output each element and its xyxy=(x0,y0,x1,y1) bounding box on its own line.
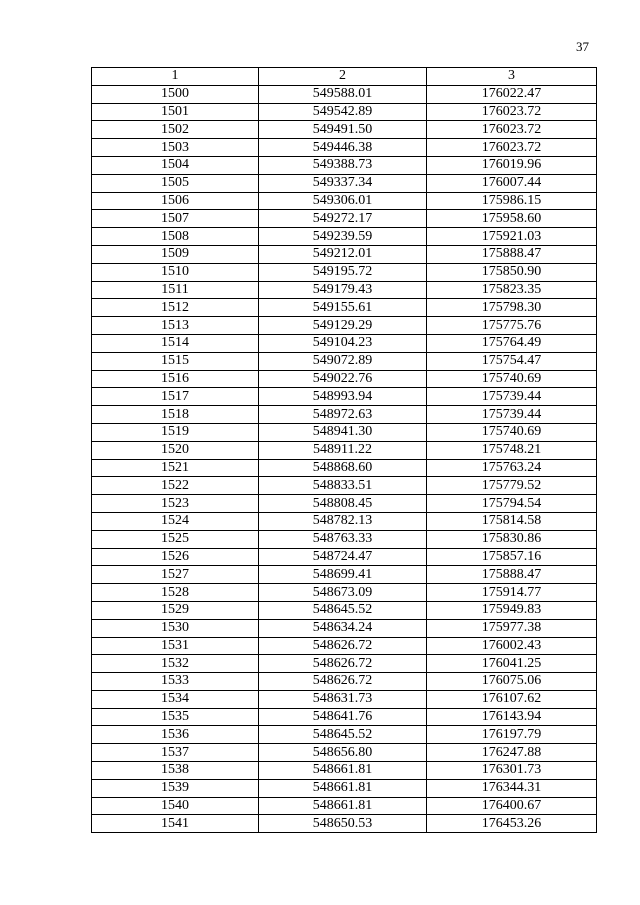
y-coordinate-cell: 175798.30 xyxy=(427,299,597,317)
point-number-cell: 1526 xyxy=(92,548,259,566)
point-number-cell: 1519 xyxy=(92,423,259,441)
x-coordinate-cell: 549272.17 xyxy=(259,210,427,228)
point-number-cell: 1515 xyxy=(92,352,259,370)
table-row xyxy=(92,423,597,441)
point-number-cell: 1502 xyxy=(92,121,259,139)
x-coordinate-cell: 549104.23 xyxy=(259,334,427,352)
y-coordinate-cell: 175949.83 xyxy=(427,601,597,619)
point-number-cell: 1527 xyxy=(92,566,259,584)
x-coordinate-cell: 548641.76 xyxy=(259,708,427,726)
y-coordinate-cell: 176075.06 xyxy=(427,673,597,691)
table-row xyxy=(92,744,597,762)
point-number-cell: 1514 xyxy=(92,334,259,352)
column-header: 1 xyxy=(92,68,259,86)
y-coordinate-cell: 176023.72 xyxy=(427,103,597,121)
point-number-cell: 1521 xyxy=(92,459,259,477)
y-coordinate-cell: 176019.96 xyxy=(427,156,597,174)
table-row xyxy=(92,673,597,691)
x-coordinate-cell: 549588.01 xyxy=(259,85,427,103)
table-row xyxy=(92,156,597,174)
y-coordinate-cell: 175888.47 xyxy=(427,245,597,263)
point-number-cell: 1534 xyxy=(92,690,259,708)
y-coordinate-cell: 176107.62 xyxy=(427,690,597,708)
y-coordinate-cell: 175814.58 xyxy=(427,512,597,530)
x-coordinate-cell: 549542.89 xyxy=(259,103,427,121)
y-coordinate-cell: 176041.25 xyxy=(427,655,597,673)
table-row xyxy=(92,370,597,388)
point-number-cell: 1540 xyxy=(92,797,259,815)
point-number-cell: 1536 xyxy=(92,726,259,744)
x-coordinate-cell: 549212.01 xyxy=(259,245,427,263)
y-coordinate-cell: 175775.76 xyxy=(427,317,597,335)
point-number-cell: 1539 xyxy=(92,779,259,797)
table-row xyxy=(92,441,597,459)
point-number-cell: 1518 xyxy=(92,406,259,424)
y-coordinate-cell: 175754.47 xyxy=(427,352,597,370)
y-coordinate-cell: 176143.94 xyxy=(427,708,597,726)
point-number-cell: 1529 xyxy=(92,601,259,619)
table-row xyxy=(92,548,597,566)
x-coordinate-cell: 548808.45 xyxy=(259,495,427,513)
y-coordinate-cell: 176023.72 xyxy=(427,121,597,139)
x-coordinate-cell: 548645.52 xyxy=(259,601,427,619)
y-coordinate-cell: 175764.49 xyxy=(427,334,597,352)
table-row xyxy=(92,477,597,495)
x-coordinate-cell: 549239.59 xyxy=(259,228,427,246)
x-coordinate-cell: 549195.72 xyxy=(259,263,427,281)
x-coordinate-cell: 548911.22 xyxy=(259,441,427,459)
table-row xyxy=(92,228,597,246)
x-coordinate-cell: 548656.80 xyxy=(259,744,427,762)
y-coordinate-cell: 175986.15 xyxy=(427,192,597,210)
x-coordinate-cell: 548626.72 xyxy=(259,673,427,691)
point-number-cell: 1525 xyxy=(92,530,259,548)
y-coordinate-cell: 176023.72 xyxy=(427,139,597,157)
point-number-cell: 1513 xyxy=(92,317,259,335)
x-coordinate-cell: 548763.33 xyxy=(259,530,427,548)
x-coordinate-cell: 549388.73 xyxy=(259,156,427,174)
table-row xyxy=(92,281,597,299)
table-row xyxy=(92,317,597,335)
table-row xyxy=(92,762,597,780)
y-coordinate-cell: 176400.67 xyxy=(427,797,597,815)
y-coordinate-cell: 175740.69 xyxy=(427,423,597,441)
point-number-cell: 1517 xyxy=(92,388,259,406)
x-coordinate-cell: 548661.81 xyxy=(259,797,427,815)
table-row xyxy=(92,192,597,210)
point-number-cell: 1507 xyxy=(92,210,259,228)
y-coordinate-cell: 176301.73 xyxy=(427,762,597,780)
y-coordinate-cell: 175857.16 xyxy=(427,548,597,566)
point-number-cell: 1510 xyxy=(92,263,259,281)
point-number-cell: 1532 xyxy=(92,655,259,673)
y-coordinate-cell: 176197.79 xyxy=(427,726,597,744)
point-number-cell: 1541 xyxy=(92,815,259,833)
table-row xyxy=(92,406,597,424)
page-number: 37 xyxy=(576,39,589,54)
point-number-cell: 1535 xyxy=(92,708,259,726)
y-coordinate-cell: 175921.03 xyxy=(427,228,597,246)
y-coordinate-cell: 176022.47 xyxy=(427,85,597,103)
y-coordinate-cell: 175779.52 xyxy=(427,477,597,495)
table-row xyxy=(92,495,597,513)
table-row xyxy=(92,655,597,673)
x-coordinate-cell: 549337.34 xyxy=(259,174,427,192)
x-coordinate-cell: 548941.30 xyxy=(259,423,427,441)
table-row xyxy=(92,174,597,192)
y-coordinate-cell: 175763.24 xyxy=(427,459,597,477)
y-coordinate-cell: 175739.44 xyxy=(427,406,597,424)
x-coordinate-cell: 548626.72 xyxy=(259,637,427,655)
x-coordinate-cell: 548626.72 xyxy=(259,655,427,673)
column-header: 3 xyxy=(427,68,597,86)
table-row xyxy=(92,601,597,619)
x-coordinate-cell: 548661.81 xyxy=(259,762,427,780)
point-number-cell: 1523 xyxy=(92,495,259,513)
y-coordinate-cell: 175794.54 xyxy=(427,495,597,513)
x-coordinate-cell: 548868.60 xyxy=(259,459,427,477)
table-row xyxy=(92,512,597,530)
x-coordinate-cell: 548673.09 xyxy=(259,584,427,602)
y-coordinate-cell: 175977.38 xyxy=(427,619,597,637)
table-row xyxy=(92,815,597,833)
y-coordinate-cell: 175914.77 xyxy=(427,584,597,602)
point-number-cell: 1506 xyxy=(92,192,259,210)
table-row xyxy=(92,637,597,655)
point-number-cell: 1516 xyxy=(92,370,259,388)
y-coordinate-cell: 175823.35 xyxy=(427,281,597,299)
table-row xyxy=(92,619,597,637)
table-row xyxy=(92,459,597,477)
point-number-cell: 1505 xyxy=(92,174,259,192)
point-number-cell: 1500 xyxy=(92,85,259,103)
x-coordinate-cell: 549446.38 xyxy=(259,139,427,157)
table-row xyxy=(92,263,597,281)
y-coordinate-cell: 175740.69 xyxy=(427,370,597,388)
point-number-cell: 1512 xyxy=(92,299,259,317)
x-coordinate-cell: 548631.73 xyxy=(259,690,427,708)
y-coordinate-cell: 176002.43 xyxy=(427,637,597,655)
x-coordinate-cell: 549491.50 xyxy=(259,121,427,139)
table-row xyxy=(92,726,597,744)
table-row xyxy=(92,708,597,726)
point-number-cell: 1504 xyxy=(92,156,259,174)
y-coordinate-cell: 176247.88 xyxy=(427,744,597,762)
x-coordinate-cell: 548650.53 xyxy=(259,815,427,833)
table-row xyxy=(92,210,597,228)
table-row xyxy=(92,334,597,352)
point-number-cell: 1524 xyxy=(92,512,259,530)
y-coordinate-cell: 175739.44 xyxy=(427,388,597,406)
coordinates-table xyxy=(91,67,597,833)
y-coordinate-cell: 175748.21 xyxy=(427,441,597,459)
table-row xyxy=(92,690,597,708)
x-coordinate-cell: 549022.76 xyxy=(259,370,427,388)
point-number-cell: 1509 xyxy=(92,245,259,263)
x-coordinate-cell: 549155.61 xyxy=(259,299,427,317)
y-coordinate-cell: 175888.47 xyxy=(427,566,597,584)
table-row xyxy=(92,299,597,317)
point-number-cell: 1503 xyxy=(92,139,259,157)
x-coordinate-cell: 548972.63 xyxy=(259,406,427,424)
x-coordinate-cell: 548645.52 xyxy=(259,726,427,744)
x-coordinate-cell: 548993.94 xyxy=(259,388,427,406)
x-coordinate-cell: 548634.24 xyxy=(259,619,427,637)
table-body xyxy=(92,85,597,832)
x-coordinate-cell: 549129.29 xyxy=(259,317,427,335)
point-number-cell: 1528 xyxy=(92,584,259,602)
point-number-cell: 1508 xyxy=(92,228,259,246)
x-coordinate-cell: 549179.43 xyxy=(259,281,427,299)
y-coordinate-cell: 176344.31 xyxy=(427,779,597,797)
table-row xyxy=(92,139,597,157)
table-header-row xyxy=(92,68,597,86)
table-row xyxy=(92,530,597,548)
x-coordinate-cell: 548699.41 xyxy=(259,566,427,584)
table-row xyxy=(92,779,597,797)
x-coordinate-cell: 548661.81 xyxy=(259,779,427,797)
y-coordinate-cell: 175850.90 xyxy=(427,263,597,281)
column-header: 2 xyxy=(259,68,427,86)
x-coordinate-cell: 548833.51 xyxy=(259,477,427,495)
table-row xyxy=(92,245,597,263)
y-coordinate-cell: 176453.26 xyxy=(427,815,597,833)
table-row xyxy=(92,566,597,584)
table-row xyxy=(92,121,597,139)
table-row xyxy=(92,797,597,815)
y-coordinate-cell: 176007.44 xyxy=(427,174,597,192)
x-coordinate-cell: 548724.47 xyxy=(259,548,427,566)
point-number-cell: 1531 xyxy=(92,637,259,655)
point-number-cell: 1520 xyxy=(92,441,259,459)
point-number-cell: 1537 xyxy=(92,744,259,762)
point-number-cell: 1538 xyxy=(92,762,259,780)
table-row xyxy=(92,352,597,370)
x-coordinate-cell: 549072.89 xyxy=(259,352,427,370)
table-row xyxy=(92,85,597,103)
point-number-cell: 1501 xyxy=(92,103,259,121)
y-coordinate-cell: 175830.86 xyxy=(427,530,597,548)
point-number-cell: 1533 xyxy=(92,673,259,691)
x-coordinate-cell: 548782.13 xyxy=(259,512,427,530)
table-row xyxy=(92,388,597,406)
x-coordinate-cell: 549306.01 xyxy=(259,192,427,210)
y-coordinate-cell: 175958.60 xyxy=(427,210,597,228)
table-row xyxy=(92,103,597,121)
table-row xyxy=(92,584,597,602)
point-number-cell: 1530 xyxy=(92,619,259,637)
point-number-cell: 1522 xyxy=(92,477,259,495)
point-number-cell: 1511 xyxy=(92,281,259,299)
